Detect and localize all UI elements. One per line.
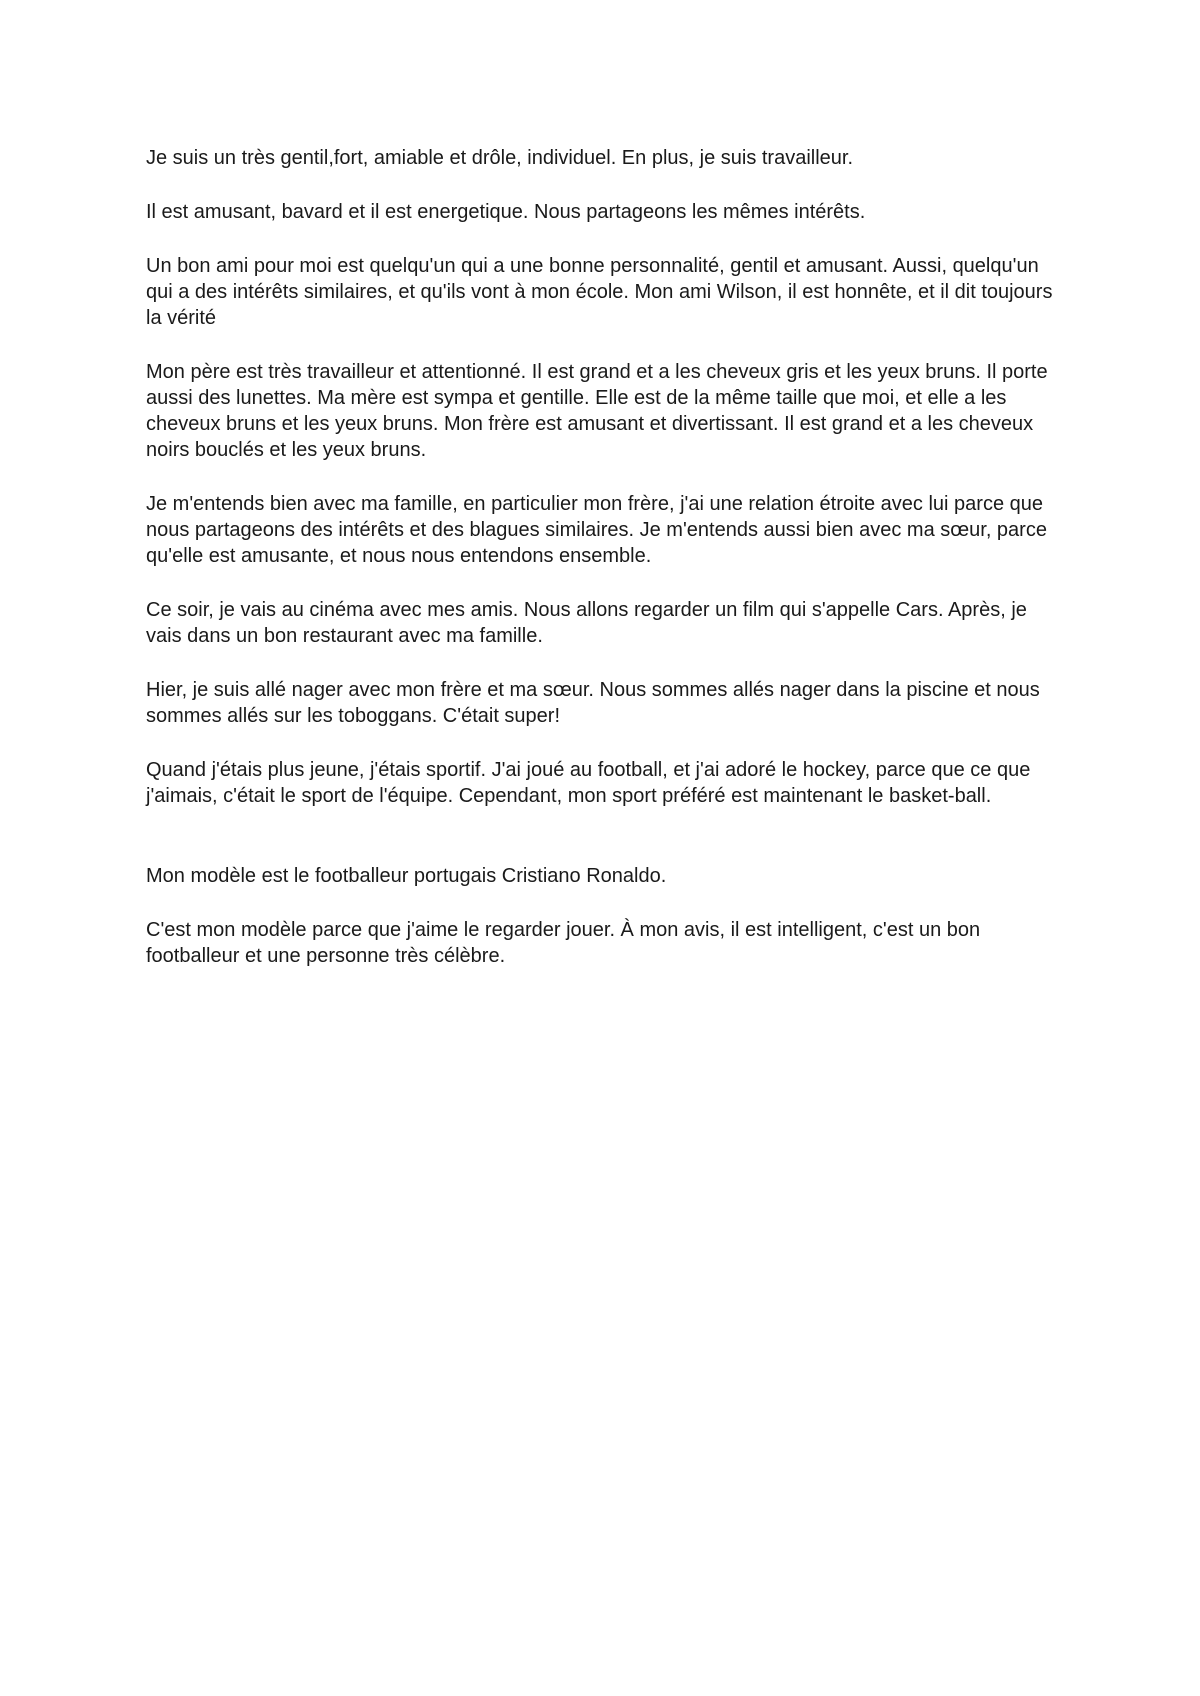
paragraph-family-relations: Je m'entends bien avec ma famille, en particulier mon frère, j'ai une relation étroite avec lui parce que nous partageons des intérêts et des blagues similaires. Je m'entends aussi bien avec ma sœur, parce qu'elle est amusante, et nous nous entendons ensemble. [146,493,1047,567]
paragraph-personality: Je suis un très gentil,fort, amiable et drôle, individuel. En plus, je suis travailleur. [146,147,854,169]
paragraph-family-description: Mon père est très travailleur et attentionné. Il est grand et a les cheveux gris et les yeux bruns. Il porte aussi des lunettes. Ma mère est sympa et gentille. Elle est de la même taille que moi, et elle a les cheveux bruns et les yeux bruns. Mon frère est amusant et divertissant. Il est grand et a les cheveux noirs bouclés et les yeux bruns. [146,361,1048,461]
paragraph-tonight-plans: Ce soir, je vais au cinéma avec mes amis. Nous allons regarder un film qui s'appelle Cars. Après, je vais dans un bon restaurant avec ma famille. [146,599,1027,647]
paragraph-good-friend: Un bon ami pour moi est quelqu'un qui a une bonne personnalité, gentil et amusant. Aussi, quelqu'un qui a des intérêts similaires, et qu'ils vont à mon école. Mon ami Wilson, il est honnête, et il dit toujours la vérité [146,255,1053,329]
paragraph-yesterday: Hier, je suis allé nager avec mon frère et ma sœur. Nous sommes allés nager dans la piscine et nous sommes allés sur les toboggans. C'était super! [146,679,1040,727]
document-body [146,145,1066,997]
paragraph-childhood-sports: Quand j'étais plus jeune, j'étais sportif. J'ai joué au football, et j'ai adoré le hockey, parce que ce que j'aimais, c'était le sport de l'équipe. Cependant, mon sport préféré est maintenant le basket-ball. [146,759,1031,807]
paragraph-role-model: Mon modèle est le footballeur portugais Cristiano Ronaldo. [146,865,667,887]
paragraph-friend-traits: Il est amusant, bavard et il est energetique. Nous partageons les mêmes intérêts. [146,201,866,223]
paragraph-role-model-reason: C'est mon modèle parce que j'aime le regarder jouer. À mon avis, il est intelligent, c'est un bon footballeur et une personne très célèbre. [146,919,981,967]
